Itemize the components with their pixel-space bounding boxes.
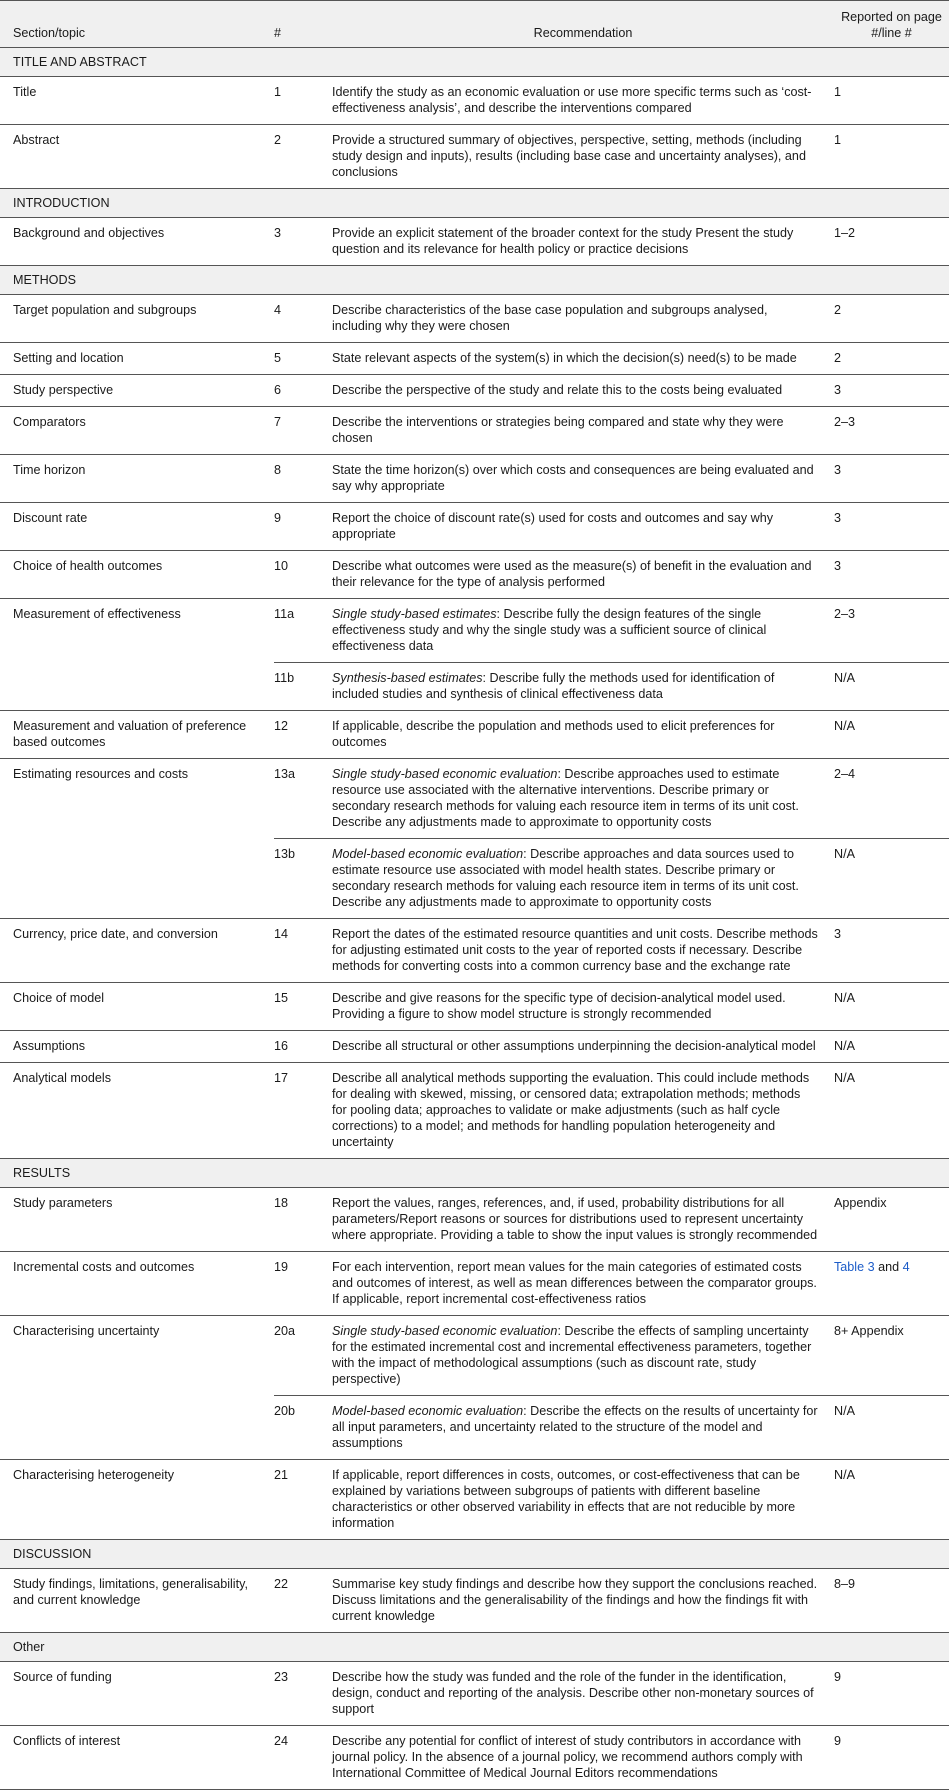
topic-cell [0,1396,274,1460]
item-number: 16 [274,1031,332,1063]
topic-cell: Abstract [0,125,274,189]
header-row [0,1,949,48]
header-reported: Reported on page #/line # [841,10,942,40]
recommendation-text: Describe all analytical methods supporting the evaluation. This could include methods for dealing with skewed, missing, or censored data; extrapolation methods; methods for pooling data; approaches to validate or make adjustments (such as half cycle corrections) to a model; and methods for handling population heterogeneity and uncertainty [332,1071,810,1149]
recommendation-lead: Single study-based economic evaluation [332,767,558,781]
recommendation-text: : Describe the effects of sampling uncertainty for the estimated incremental cost and incremental effectiveness parameters, together with the impact of methodological assumptions (such as discount rate, study perspective) [332,1324,812,1386]
item-number: 3 [274,218,332,266]
reported-cell [834,551,949,599]
reported-value: 1 [834,133,842,147]
recommendation-cell [332,711,834,759]
reported-cell [834,343,949,375]
item-number: 17 [274,1063,332,1159]
reported-cell [834,839,949,919]
reported-value: 1–2 [834,226,856,240]
link-separator: and [874,1260,903,1274]
recommendation-text: Describe how the study was funded and the role of the funder in the identification, design, conduct and reporting of the analysis. Describe other non-monetary sources of support [332,1670,814,1716]
item-number: 22 [274,1569,332,1633]
reported-cell [834,983,949,1031]
reported-cell [834,1726,949,1790]
recommendation-text: For each intervention, report mean values for the main categories of estimated costs and outcomes of interest, as well as mean differences between the comparator groups. If applicable, report incremental cost-effectiveness ratios [332,1260,817,1306]
topic-cell: Title [0,77,274,125]
table-row [0,759,949,839]
table-row [0,343,949,375]
table-row [0,1063,949,1159]
reported-cell [834,503,949,551]
recommendation-lead: Single study-based economic evaluation [332,1324,558,1338]
recommendation-cell [332,983,834,1031]
recommendation-cell [332,1063,834,1159]
recommendation-cell [332,295,834,343]
recommendation-text: Describe the interventions or strategies being compared and state why they were chosen [332,415,784,445]
reported-cell [834,1031,949,1063]
reported-value: N/A [834,1071,855,1085]
recommendation-cell [332,343,834,375]
recommendation-cell [332,1316,834,1396]
recommendation-text: Describe and give reasons for the specific type of decision-analytical model used. Providing a figure to show model structure is strongly recommended [332,991,786,1021]
topic-cell: Assumptions [0,1031,274,1063]
recommendation-text: : Describe approaches and data sources used to estimate resource use associated with model health states. Describe primary or secondary research methods for valuing each resource item in terms of its unit cost. Describe any adjustments made to approximate to opportunity costs [332,847,799,909]
recommendation-cell [332,663,834,711]
recommendation-cell [332,1188,834,1252]
recommendation-text: Report the dates of the estimated resource quantities and unit costs. Describe methods for adjusting estimated unit costs to the year of reported costs if necessary. Describe methods for converting costs into a common currency base and the exchange rate [332,927,818,973]
recommendation-text: Provide an explicit statement of the broader context for the study Present the study question and its relevance for health policy or practice decisions [332,226,794,256]
section-title: TITLE AND ABSTRACT [0,48,949,77]
table-row [0,983,949,1031]
recommendation-text: : Describe fully the methods used for identification of included studies and synthesis of clinical effectiveness data [332,671,775,701]
recommendation-text: : Describe approaches used to estimate resource use associated with the alternative interventions. Describe primary or secondary research methods for valuing each resource item in terms of its unit cost. Describe any adjustments made to approximate to opportunity costs [332,767,799,829]
reported-cell [834,1396,949,1460]
item-number: 12 [274,711,332,759]
table-row [0,1662,949,1726]
table-row [0,1031,949,1063]
header-number: # [274,26,282,40]
topic-cell: Time horizon [0,455,274,503]
section-row [0,266,949,295]
recommendation-text: Describe characteristics of the base case population and subgroups analysed, including why they were chosen [332,303,768,333]
section-title: DISCUSSION [0,1540,949,1569]
recommendation-cell [332,218,834,266]
recommendation-cell [332,1460,834,1540]
reported-cell [834,1662,949,1726]
topic-cell: Comparators [0,407,274,455]
item-number: 19 [274,1252,332,1316]
recommendation-text: Describe any potential for conflict of interest of study contributors in accordance with journal policy. In the absence of a journal policy, we recommend authors comply with International Committee of Medical Journal Editors recommendations [332,1734,803,1780]
recommendation-text: If applicable, describe the population and methods used to elicit preferences for outcomes [332,719,775,749]
item-number: 1 [274,77,332,125]
recommendation-cell [332,77,834,125]
table-row [0,1252,949,1316]
recommendation-cell [332,1569,834,1633]
item-number: 18 [274,1188,332,1252]
recommendation-text: : Describe fully the design features of the single effectiveness study and why the single study was a sufficient source of clinical effectiveness data [332,607,767,653]
item-number: 10 [274,551,332,599]
reported-value: 1 [834,85,842,99]
recommendation-text: Identify the study as an economic evaluation or use more specific terms such as ‘cost-effectiveness analysis’, and describe the interventions compared [332,85,812,115]
topic-cell: Characterising uncertainty [0,1316,274,1396]
table-row [0,919,949,983]
topic-cell: Source of funding [0,1662,274,1726]
reported-value: N/A [834,1468,855,1482]
reported-value: 3 [834,511,842,525]
reported-cell [834,455,949,503]
table-row [0,839,949,919]
item-number: 8 [274,455,332,503]
section-row [0,1540,949,1569]
recommendation-text: Report the values, ranges, references, and, if used, probability distributions for all parameters/Report reasons or sources for distributions used to represent uncertainty where appropriate. Providing a table to show the input values is strongly recommended [332,1196,818,1242]
recommendation-cell [332,375,834,407]
recommendation-cell [332,551,834,599]
topic-cell: Currency, price date, and conversion [0,919,274,983]
topic-cell: Target population and subgroups [0,295,274,343]
recommendation-cell [332,1662,834,1726]
reported-cell [834,1569,949,1633]
table-body [0,48,949,1790]
item-number: 21 [274,1460,332,1540]
recommendation-cell [332,125,834,189]
item-number: 7 [274,407,332,455]
recommendation-lead: Single study-based estimates [332,607,497,621]
reported-cell [834,663,949,711]
recommendation-lead: Synthesis-based estimates [332,671,483,685]
table-row [0,1396,949,1460]
section-row [0,189,949,218]
item-number: 5 [274,343,332,375]
topic-cell: Study parameters [0,1188,274,1252]
reported-value: Appendix [834,1196,887,1210]
item-number: 11b [274,663,332,711]
item-number: 14 [274,919,332,983]
topic-cell: Background and objectives [0,218,274,266]
table-row [0,663,949,711]
table-row [0,599,949,663]
table-row [0,503,949,551]
recommendation-cell [332,599,834,663]
section-title: INTRODUCTION [0,189,949,218]
reported-value: N/A [834,847,855,861]
item-number: 20b [274,1396,332,1460]
table-row [0,295,949,343]
reported-cell [834,295,949,343]
topic-cell: Measurement of effectiveness [0,599,274,663]
recommendation-text: Provide a structured summary of objectives, perspective, setting, methods (including study design and inputs), results (including base case and uncertainty analyses), and conclusions [332,133,806,179]
table-row [0,77,949,125]
recommendation-cell [332,1252,834,1316]
reported-cell [834,125,949,189]
table-row [0,125,949,189]
table-row [0,218,949,266]
item-number: 6 [274,375,332,407]
item-number: 4 [274,295,332,343]
reported-value: N/A [834,719,855,733]
header-topic: Section/topic [13,26,86,40]
recommendation-text: If applicable, report differences in costs, outcomes, or cost-effectiveness that can be explained by variations between subgroups of patients with different baseline characteristics or other observed variability in effects that are not reducible by more information [332,1468,800,1530]
reported-cell [834,1063,949,1159]
item-number: 23 [274,1662,332,1726]
reported-cell [834,1252,949,1316]
topic-cell: Study findings, limitations, generalisability, and current knowledge [0,1569,274,1633]
section-title: METHODS [0,266,949,295]
item-number: 20a [274,1316,332,1396]
item-number: 13a [274,759,332,839]
item-number: 11a [274,599,332,663]
topic-cell: Discount rate [0,503,274,551]
recommendation-text: State the time horizon(s) over which costs and consequences are being evaluated and say why appropriate [332,463,814,493]
topic-cell: Study perspective [0,375,274,407]
topic-cell [0,839,274,919]
reported-value: 2 [834,303,842,317]
recommendation-cell [332,919,834,983]
recommendation-lead: Model-based economic evaluation [332,847,524,861]
reported-cell [834,711,949,759]
section-row [0,1633,949,1662]
table-row [0,1460,949,1540]
topic-cell: Characterising heterogeneity [0,1460,274,1540]
header-recommendation: Recommendation [533,26,633,40]
table-row [0,1726,949,1790]
item-number: 13b [274,839,332,919]
recommendation-cell [332,839,834,919]
topic-cell: Choice of model [0,983,274,1031]
reported-value: 2–4 [834,767,856,781]
topic-cell: Incremental costs and outcomes [0,1252,274,1316]
table-row [0,1316,949,1396]
table-link[interactable]: Table 3 [834,1260,875,1274]
topic-cell: Setting and location [0,343,274,375]
reported-cell [834,1316,949,1396]
recommendation-cell [332,759,834,839]
reported-value: 2–3 [834,607,856,621]
reported-cell [834,77,949,125]
reported-value: 3 [834,383,842,397]
item-number: 2 [274,125,332,189]
topic-cell: Estimating resources and costs [0,759,274,839]
recommendation-cell [332,1396,834,1460]
reported-cell [834,375,949,407]
table-row [0,407,949,455]
table-row [0,455,949,503]
table-row [0,711,949,759]
table-row [0,551,949,599]
topic-cell: Analytical models [0,1063,274,1159]
reported-cell [834,407,949,455]
topic-cell: Choice of health outcomes [0,551,274,599]
section-row [0,48,949,77]
reported-cell [834,919,949,983]
recommendation-lead: Model-based economic evaluation [332,1404,524,1418]
reported-cell [834,1188,949,1252]
recommendation-text: Summarise key study findings and describe how they support the conclusions reached. Discuss limitations and the generalisability of the findings and how the findings fit with current knowledge [332,1577,818,1623]
reported-value: 3 [834,927,842,941]
reported-value: N/A [834,1039,855,1053]
section-row [0,1159,949,1188]
table-row [0,1188,949,1252]
recommendation-text: Describe what outcomes were used as the measure(s) of benefit in the evaluation and their relevance for the type of analysis performed [332,559,812,589]
table-link[interactable]: 4 [902,1260,910,1274]
reported-cell [834,218,949,266]
topic-cell: Measurement and valuation of preference based outcomes [0,711,274,759]
reported-value: 9 [834,1734,842,1748]
section-title: Other [0,1633,949,1662]
item-number: 24 [274,1726,332,1790]
reported-value: N/A [834,671,855,685]
section-title: RESULTS [0,1159,949,1188]
reported-value: 8–9 [834,1577,856,1591]
reported-value: 2–3 [834,415,856,429]
recommendation-text: Describe the perspective of the study and relate this to the costs being evaluated [332,383,783,397]
reported-value: 2 [834,351,842,365]
reported-value: 3 [834,463,842,477]
topic-cell: Conflicts of interest [0,1726,274,1790]
reported-cell [834,599,949,663]
recommendation-text: : Describe the effects on the results of uncertainty for all input parameters, and uncertainty related to the structure of the model and assumptions [332,1404,818,1450]
recommendation-text: Describe all structural or other assumptions underpinning the decision-analytical model [332,1039,816,1053]
recommendation-cell [332,1726,834,1790]
reported-value: 8+ Appendix [834,1324,904,1338]
recommendation-text: State relevant aspects of the system(s) in which the decision(s) need(s) to be made [332,351,797,365]
reported-cell [834,1460,949,1540]
topic-cell [0,663,274,711]
recommendation-cell [332,1031,834,1063]
recommendation-text: Report the choice of discount rate(s) used for costs and outcomes and say why appropriate [332,511,774,541]
item-number: 9 [274,503,332,551]
recommendation-cell [332,407,834,455]
reported-value: 9 [834,1670,842,1684]
table-row [0,1569,949,1633]
reported-value: N/A [834,1404,855,1418]
recommendation-cell [332,455,834,503]
recommendation-cell [332,503,834,551]
reported-cell [834,759,949,839]
reported-value: 3 [834,559,842,573]
reported-value: N/A [834,991,855,1005]
item-number: 15 [274,983,332,1031]
table-row [0,375,949,407]
